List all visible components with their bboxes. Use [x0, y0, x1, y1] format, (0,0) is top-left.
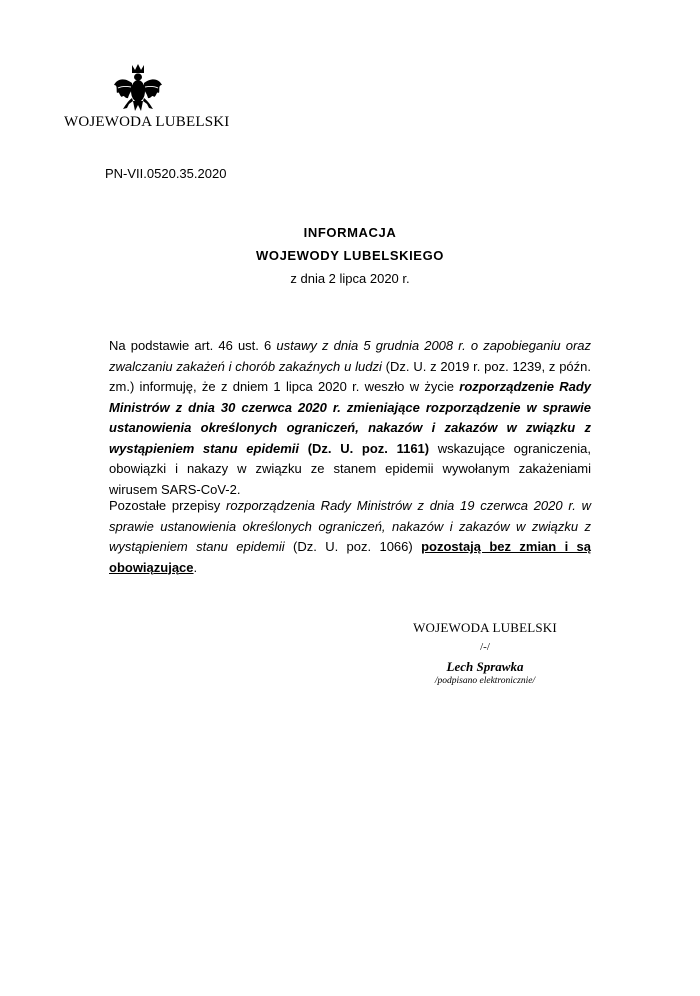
paragraph-main-text: (Dz. U. z 2019 r. poz. 1239, z późn. zm.) informuję, że z dniem 1 lipca 2020 r. weszło w życie	[109, 358, 592, 394]
office-name: WOJEWODA LUBELSKI	[64, 114, 230, 130]
previous-regulation-title: rozporządzenia Rady Ministrów z dnia 19 czerwca 2020 r. w sprawie ustanowienia określonych ograniczeń, nakazów i zakazów w związku z wystąpieniem stanu epidemii	[109, 498, 591, 554]
journal-reference: (Dz. U. poz. 1161)	[307, 440, 430, 456]
polish-eagle-emblem-icon	[113, 62, 163, 116]
regulation-title: rozporządzenie Rady Ministrów z dnia 30 czerwca 2020 r. zmieniające rozporządzenie w sprawie ustanowienia określonych ograniczeń, nakazów i zakazów w związku z wystąpieniem stanu epidemii	[109, 379, 591, 456]
signature-title: WOJEWODA LUBELSKI	[413, 620, 557, 635]
paragraph-secondary	[109, 496, 591, 578]
spacer-text	[299, 441, 308, 456]
act-reference: ustawy z dnia 5 grudnia 2008 r. o zapobieganiu oraz zwalczaniu zakażeń i chorób zakaźnych u ludzi	[109, 338, 591, 374]
signatory-name: Lech Sprawka	[446, 659, 524, 674]
document-date: z dnia 2 lipca 2020 r.	[290, 271, 410, 286]
paragraph-secondary-text: (Dz. U. poz. 1066)	[284, 539, 422, 554]
reference-number: PN-VII.0520.35.2020	[105, 166, 227, 181]
document-subtitle: WOJEWODY LUBELSKIEGO	[256, 248, 444, 263]
paragraph-main	[109, 336, 591, 500]
paragraph-main-text: Na podstawie art. 46 ust. 6	[109, 338, 277, 353]
paragraph-secondary-text: .	[193, 559, 198, 575]
paragraph-main-text: wskazujące ograniczenia, obowiązki i nakazy w związku ze stanem epidemii wywołanym zakażeniami wirusem SARS-CoV-2.	[109, 440, 591, 497]
electronic-signature-note: /podpisano elektronicznie/	[434, 676, 536, 686]
document-title: INFORMACJA	[303, 225, 397, 240]
signature-mark: /-/	[480, 641, 490, 653]
validity-statement: pozostają bez zmian i są obowiązujące	[109, 539, 591, 575]
paragraph-secondary-text: Pozostałe przepisy	[109, 498, 227, 513]
signature-block	[405, 620, 565, 686]
